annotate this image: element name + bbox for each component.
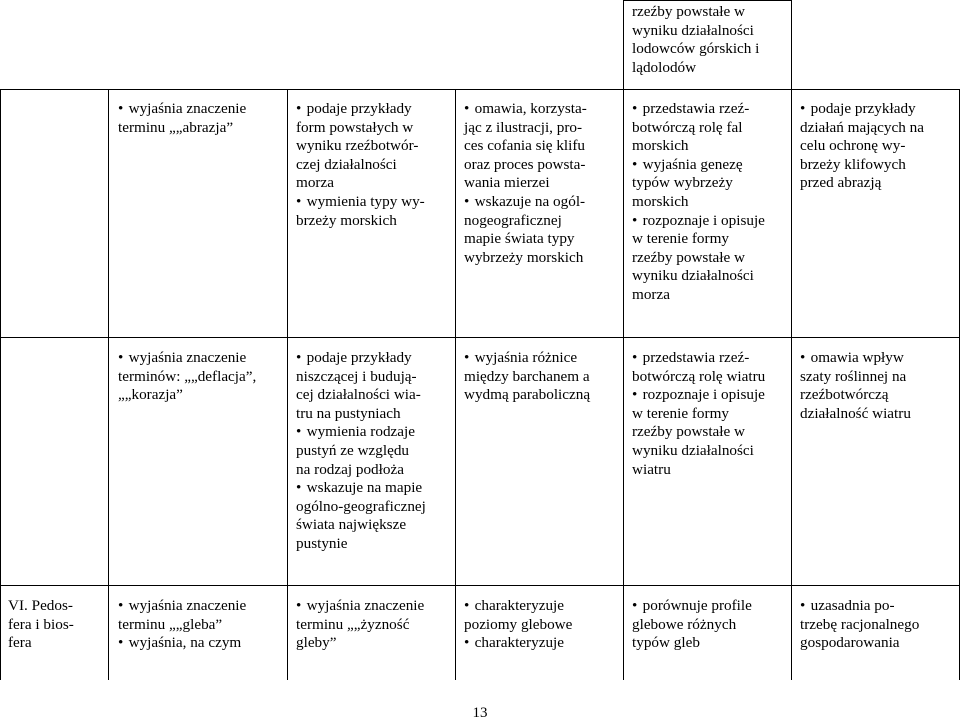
cell-row2-col2 (296, 349, 426, 554)
text-line: wyniku działalności (632, 21, 754, 39)
text-line: lądolodów (632, 58, 697, 76)
cell-row3-col3 (464, 597, 572, 653)
text-line: form powstałych w (296, 118, 414, 136)
text-line: pustynie (296, 534, 348, 552)
text-line: fera (8, 634, 32, 652)
cell-row1-col5 (800, 100, 924, 193)
text-line: szaty roślinnej na (800, 367, 907, 385)
text-line: celu ochronę wy- (800, 137, 906, 155)
text-line: pustyń ze względu (296, 441, 410, 459)
cell-row2-col5 (800, 349, 911, 423)
text-line: niszczącej i budują- (296, 367, 417, 385)
text-line: morza (632, 285, 670, 303)
text-line: terminu „„gleba” (118, 615, 223, 633)
cell-row3-col1 (118, 597, 246, 653)
text-line: brzeży klifowych (800, 155, 906, 173)
text-line: botwórczą rolę wiatru (632, 367, 766, 385)
row-divider (0, 585, 960, 586)
bullet-line: • wyjaśnia, na czym (118, 634, 246, 653)
text-line: cej działalności wia- (296, 386, 421, 404)
text-line: terminu „„żyzność (296, 615, 410, 633)
cell-row1-col4 (632, 100, 765, 305)
text-line: gleby” (296, 634, 337, 652)
column-divider (108, 89, 109, 680)
bullet-line: • przedstawia rzeź- (632, 349, 765, 368)
text-line: działań mających na (800, 118, 924, 136)
cell-row1-col1 (118, 100, 246, 137)
text-line: nogeograficznej (464, 211, 562, 229)
cell-row2-col4 (632, 349, 765, 479)
bullet-line: • wskazuje na ogól- (464, 193, 587, 212)
text-line: glebowe różnych (632, 615, 737, 633)
row-divider (623, 0, 791, 1)
text-line: lodowców górskich i (632, 40, 760, 58)
text-line: między barchanem a (464, 367, 590, 385)
text-line: wybrzeży morskich (464, 248, 584, 266)
bullet-line: • wskazuje na mapie (296, 479, 426, 498)
column-divider (455, 89, 456, 680)
bullet-line: • podaje przykłady (800, 100, 924, 119)
text-line: typów gleb (632, 634, 700, 652)
bullet-line: • omawia wpływ (800, 349, 911, 368)
text-line: rzeźby powstałe w (632, 423, 746, 441)
text-line: świata największe (296, 516, 407, 534)
text-line: poziomy glebowe (464, 615, 573, 633)
text-line: tru na pustyniach (296, 404, 401, 422)
text-line: trzebę racjonalnego (800, 615, 920, 633)
text-line: terminu „„abrazja” (118, 118, 234, 136)
bullet-line: • wyjaśnia genezę (632, 156, 765, 175)
cell-row3-col5 (800, 597, 919, 653)
bullet-line: • wyjaśnia różnice (464, 349, 590, 368)
text-line: morskich (632, 137, 689, 155)
text-line: wyniku rzeźbotwór- (296, 137, 419, 155)
cell-row2-col1 (118, 349, 256, 405)
column-divider (623, 0, 624, 680)
text-line: VI. Pedos- (8, 597, 73, 614)
text-line: terminów: „„deflacja”, (118, 367, 257, 385)
text-line: rzeźby powstałe w (632, 248, 746, 266)
bullet-line: • porównuje profile (632, 597, 752, 616)
row-divider (0, 89, 960, 90)
text-line: typów wybrzeży (632, 174, 733, 192)
column-divider (287, 89, 288, 680)
text-line: wania mierzei (464, 174, 550, 192)
text-line: oraz proces powsta- (464, 155, 586, 173)
text-line: ces cofania się klifu (464, 137, 586, 155)
text-line: rzeźby powstałe w (632, 3, 746, 20)
bullet-line: • omawia, korzysta- (464, 100, 587, 119)
bullet-line: • wyjaśnia znaczenie (118, 597, 246, 616)
column-divider (0, 89, 1, 680)
bullet-line: • wymienia typy wy- (296, 193, 425, 212)
cell-row0-col4 (632, 3, 759, 77)
text-line: „„korazja” (118, 386, 183, 404)
text-line: w terenie formy (632, 404, 729, 422)
cell-row1-col3 (464, 100, 587, 267)
bullet-line: • charakteryzuje (464, 597, 572, 616)
bullet-line: • wyjaśnia znaczenie (118, 100, 246, 119)
bullet-line: • podaje przykłady (296, 100, 425, 119)
text-line: jąc z ilustracji, pro- (464, 118, 583, 136)
text-line: botwórczą rolę fal (632, 118, 743, 136)
text-line: brzeży morskich (296, 211, 397, 229)
text-line: morza (296, 174, 334, 192)
cell-row3-col2 (296, 597, 424, 653)
text-line: wydmą paraboliczną (464, 386, 591, 404)
text-line: wyniku działalności (632, 267, 754, 285)
column-divider (791, 0, 792, 680)
text-line: na rodzaj podłoża (296, 460, 404, 478)
cell-row3-col0 (8, 597, 74, 653)
bullet-line: • podaje przykłady (296, 349, 426, 368)
text-line: fera i bios- (8, 615, 74, 633)
text-line: wiatru (632, 460, 671, 478)
text-line: przed abrazją (800, 174, 882, 192)
bullet-line: • wyjaśnia znaczenie (296, 597, 424, 616)
text-line: mapie świata typy (464, 230, 575, 248)
bullet-line: • wymienia rodzaje (296, 423, 426, 442)
cell-row3-col4 (632, 597, 752, 653)
text-line: czej działalności (296, 155, 397, 173)
page-number: 13 (472, 705, 488, 721)
text-line: w terenie formy (632, 230, 729, 248)
text-line: działalność wiatru (800, 404, 911, 422)
text-line: ogólno-geograficznej (296, 497, 426, 515)
cell-row2-col3 (464, 349, 590, 405)
bullet-line: • charakteryzuje (464, 634, 572, 653)
bullet-line: • uzasadnia po- (800, 597, 919, 616)
bullet-line: • wyjaśnia znaczenie (118, 349, 256, 368)
row-divider (0, 337, 960, 338)
bullet-line: • rozpoznaje i opisuje (632, 386, 765, 405)
bullet-line: • przedstawia rzeź- (632, 100, 765, 119)
text-line: gospodarowania (800, 634, 900, 652)
bullet-line: • rozpoznaje i opisuje (632, 212, 765, 231)
text-line: wyniku działalności (632, 441, 754, 459)
text-line: morskich (632, 192, 689, 210)
text-line: rzeźbotwórczą (800, 386, 889, 404)
cell-row1-col2 (296, 100, 425, 230)
